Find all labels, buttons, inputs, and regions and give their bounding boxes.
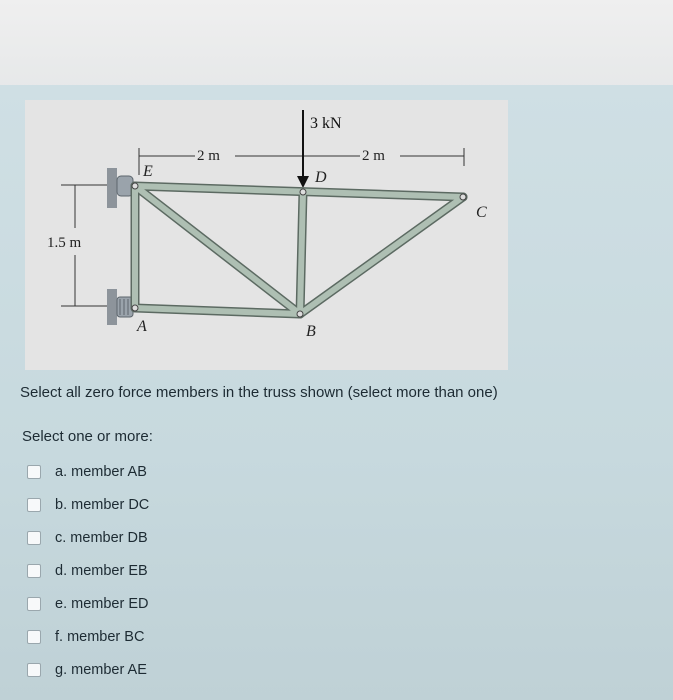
checkbox-option-a[interactable] bbox=[27, 465, 41, 479]
node-label-E: E bbox=[143, 163, 153, 180]
truss-figure bbox=[25, 100, 508, 370]
node-label-D: D bbox=[315, 169, 327, 186]
joint-E bbox=[132, 183, 138, 189]
joint-A bbox=[132, 305, 138, 311]
member-DB bbox=[300, 192, 303, 314]
checkbox-option-d[interactable] bbox=[27, 564, 41, 578]
joint-D bbox=[300, 189, 306, 195]
option-a-label: a. member AB bbox=[55, 463, 147, 480]
member-BC bbox=[300, 197, 463, 314]
support-A-wall bbox=[107, 289, 117, 325]
height-dimension-label: 1.5 m bbox=[47, 235, 82, 251]
load-label: 3 kN bbox=[310, 115, 342, 132]
joint-B bbox=[297, 311, 303, 317]
truss-diagram bbox=[25, 100, 508, 370]
node-label-C: C bbox=[476, 204, 487, 221]
answer-prompt: Select one or more: bbox=[22, 428, 153, 445]
option-g[interactable] bbox=[27, 653, 149, 686]
option-d[interactable] bbox=[27, 554, 149, 587]
option-b[interactable] bbox=[27, 488, 149, 521]
checkbox-option-e[interactable] bbox=[27, 597, 41, 611]
load-arrow-head bbox=[297, 176, 309, 188]
option-g-label: g. member AE bbox=[55, 661, 147, 678]
answer-options bbox=[27, 455, 149, 686]
option-f-label: f. member BC bbox=[55, 628, 145, 645]
option-e[interactable] bbox=[27, 587, 149, 620]
dim-label-left: 2 m bbox=[197, 148, 220, 164]
dim-label-right: 2 m bbox=[362, 148, 385, 164]
option-a[interactable] bbox=[27, 455, 149, 488]
page-header-band bbox=[0, 0, 673, 92]
checkbox-option-c[interactable] bbox=[27, 531, 41, 545]
option-e-label: e. member ED bbox=[55, 595, 149, 612]
question-text: Select all zero force members in the truss shown (select more than one) bbox=[20, 384, 498, 401]
checkbox-option-f[interactable] bbox=[27, 630, 41, 644]
option-d-label: d. member EB bbox=[55, 562, 148, 579]
checkbox-option-g[interactable] bbox=[27, 663, 41, 677]
joint-C bbox=[460, 194, 466, 200]
node-label-A: A bbox=[137, 318, 147, 335]
option-c-label: c. member DB bbox=[55, 529, 148, 546]
checkbox-option-b[interactable] bbox=[27, 498, 41, 512]
node-label-B: B bbox=[306, 323, 316, 340]
option-f[interactable] bbox=[27, 620, 149, 653]
member-EB bbox=[135, 186, 300, 314]
support-E-wall bbox=[107, 168, 117, 208]
option-b-label: b. member DC bbox=[55, 496, 150, 513]
option-c[interactable] bbox=[27, 521, 149, 554]
